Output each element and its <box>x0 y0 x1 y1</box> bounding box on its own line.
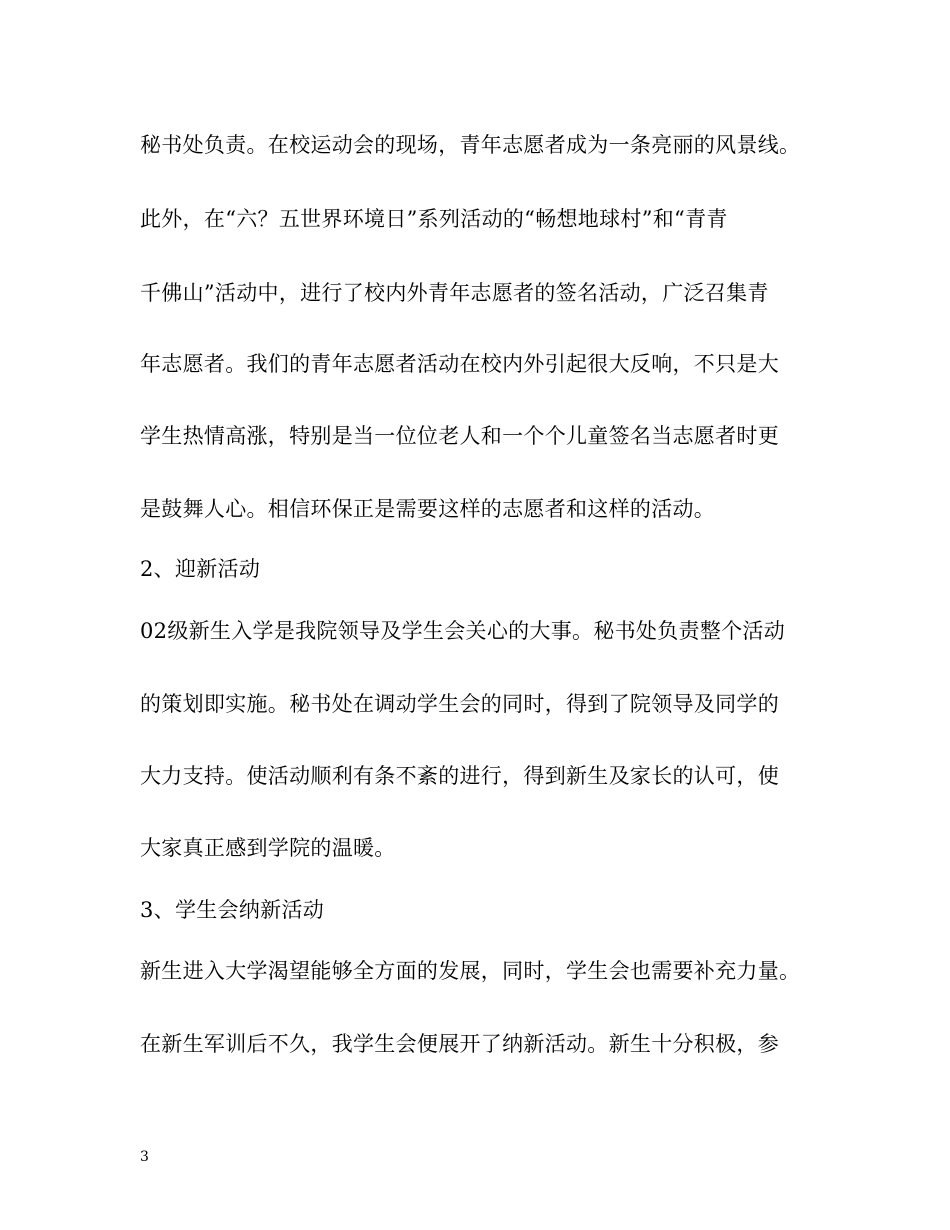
body-text-line: 年志愿者。我们的青年志愿者活动在校内外引起很大反响，不只是大 <box>140 352 779 376</box>
section-heading: 2、迎新活动 <box>140 557 261 581</box>
body-text-line: 大家真正感到学院的温暖。 <box>140 836 396 860</box>
body-text-line: 的策划即实施。秘书处在调动学生会的同时，得到了院领导及同学的 <box>140 692 779 716</box>
page-number: 3 <box>140 1149 149 1165</box>
body-text-line: 此外，在“六？五世界环境日”系列活动的“畅想地球村”和“青青 <box>140 207 728 231</box>
body-text-line: 学生热情高涨，特别是当一位位老人和一个个儿童签名当志愿者时更 <box>140 424 779 448</box>
body-text-line: 大力支持。使活动顺利有条不紊的进行，得到新生及家长的认可，使 <box>140 764 779 788</box>
body-text-line: 千佛山”活动中，进行了校内外青年志愿者的签名活动，广泛召集青 <box>140 281 769 305</box>
body-text-line: 新生进入大学渴望能够全方面的发展，同时，学生会也需要补充力量。 <box>140 959 801 983</box>
body-text-line: 在新生军训后不久，我学生会便展开了纳新活动。新生十分积极，参 <box>140 1032 779 1056</box>
body-text-line: 是鼓舞人心。相信环保正是需要这样的志愿者和这样的活动。 <box>140 497 716 521</box>
body-text-line: 02级新生入学是我院领导及学生会关心的大事。秘书处负责整个活动 <box>140 619 786 643</box>
body-text-line: 秘书处负责。在校运动会的现场，青年志愿者成为一条亮丽的风景线。 <box>140 133 801 157</box>
section-heading: 3、学生会纳新活动 <box>140 898 325 922</box>
